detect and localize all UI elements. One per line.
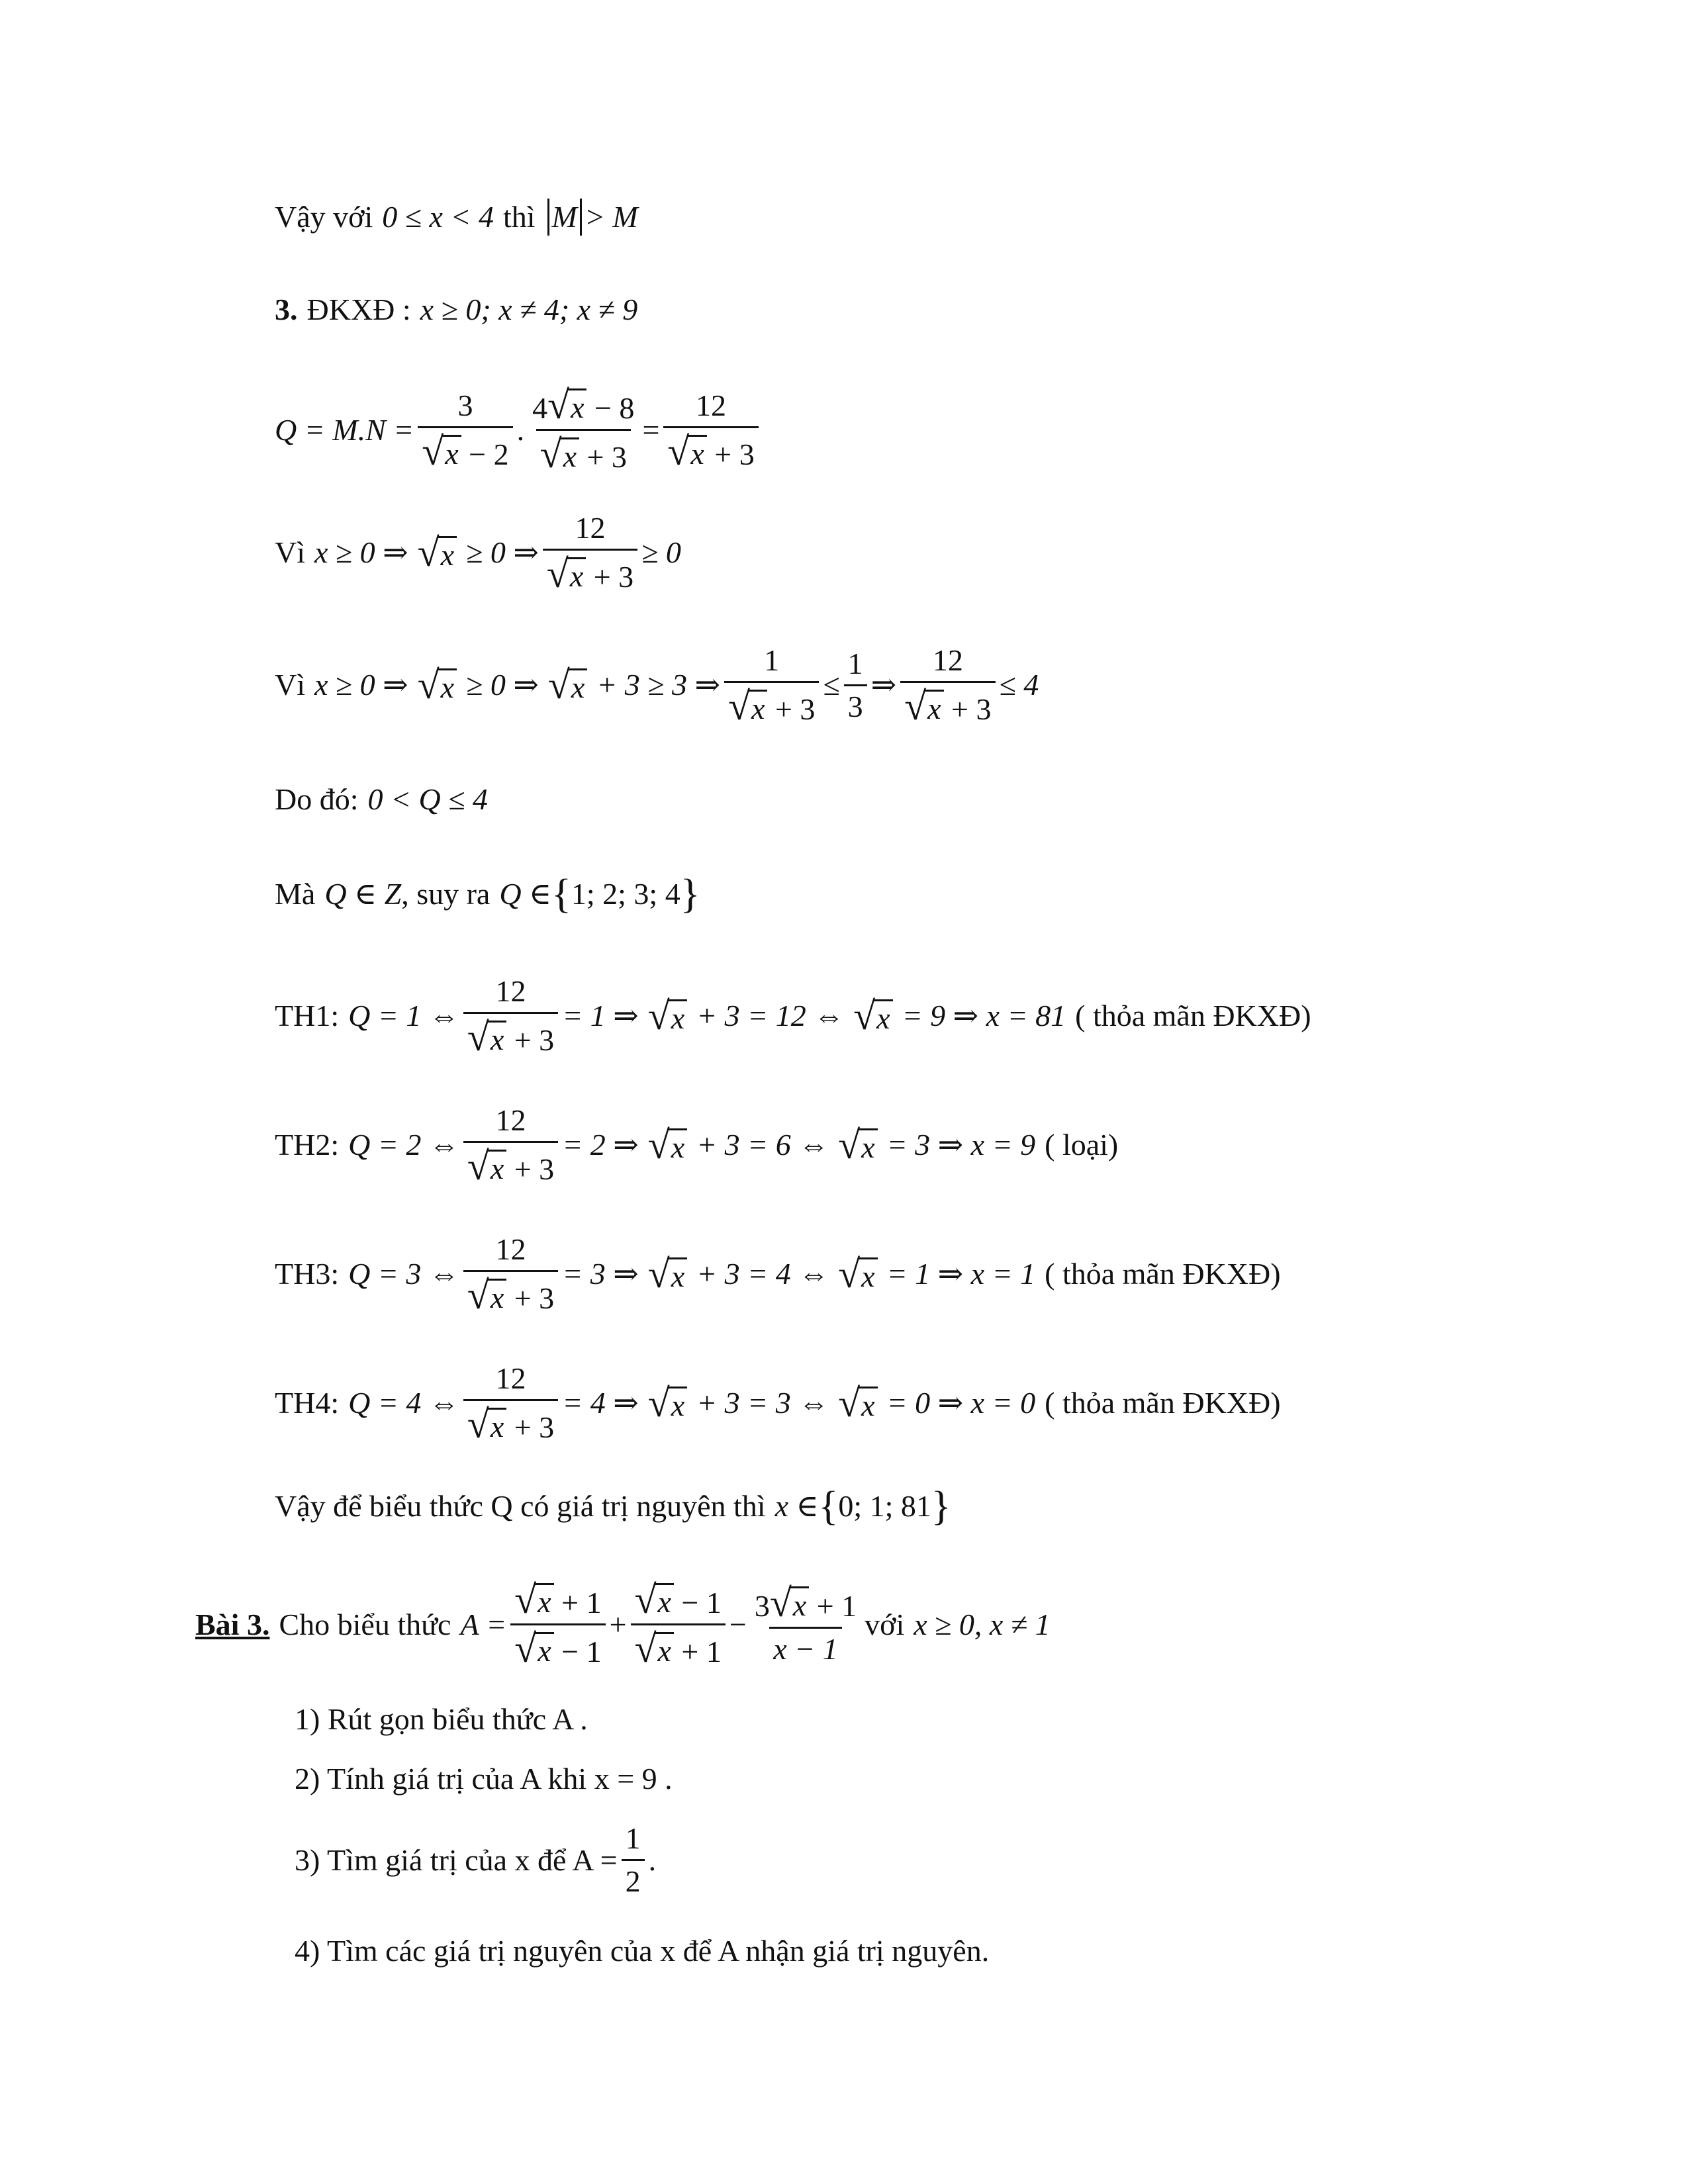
math: = 3 ⇒ x = 9 [886, 1128, 1036, 1161]
math: + 3 = 12 ⇔ [696, 999, 845, 1032]
radicand: x [488, 1279, 506, 1313]
sqrt: √ x [838, 1385, 877, 1421]
denominator: 2 [622, 1859, 645, 1897]
fraction [528, 383, 638, 476]
sqrt: √ x [547, 556, 586, 592]
text: − 1 [553, 1635, 602, 1668]
text: + 3 [943, 692, 992, 726]
radicand: x [790, 1586, 809, 1621]
denominator [510, 1623, 605, 1670]
sqrt: √ x [514, 1582, 553, 1617]
sqrt: √ x [467, 1019, 506, 1055]
note: ( thỏa mãn ĐKXĐ) [1045, 1257, 1281, 1291]
fraction [622, 1823, 645, 1897]
sqrt: √ x [635, 1582, 674, 1617]
denominator [543, 549, 637, 596]
text: + 3 [506, 1281, 555, 1315]
sqrt: √ x [667, 433, 706, 469]
numerator: 12 [575, 511, 606, 545]
note: ( thỏa mãn ĐKXĐ) [1075, 999, 1311, 1032]
math: + 3 ≥ 3 ⇒ [596, 668, 721, 702]
case-label: TH3: [275, 1257, 340, 1291]
numerator: 12 [495, 974, 526, 1008]
math: x ∈ [774, 1489, 819, 1523]
sqrt: √ x [838, 1256, 877, 1292]
text: − 8 [586, 391, 635, 425]
radicand: x [535, 1583, 553, 1617]
text: Vậy để biểu thức Q có giá trị nguyên thì [275, 1489, 766, 1523]
fraction [463, 1361, 558, 1446]
question-3 [295, 1823, 656, 1897]
radicand: x [655, 1583, 674, 1617]
radicand: x [749, 690, 767, 724]
math: = 1 ⇒ x = 1 [886, 1257, 1036, 1291]
radicand: x [442, 435, 461, 469]
math: x ≥ 0; x ≠ 4; x ≠ 9 [420, 293, 638, 326]
math: = 0 ⇒ x = 0 [886, 1386, 1036, 1420]
exercise-3-statement [195, 1578, 1051, 1670]
sqrt: √ x [418, 667, 457, 703]
text: + 3 [586, 560, 634, 594]
fraction [510, 1578, 605, 1670]
radicand: x [488, 1408, 506, 1442]
radicand: x [669, 1257, 687, 1292]
radicand: x [859, 1257, 877, 1292]
math: = 9 ⇒ x = 81 [902, 999, 1066, 1032]
numerator: 12 [495, 1361, 526, 1395]
math: 0; 1; 81 [838, 1489, 931, 1523]
sqrt: √ x [467, 1148, 506, 1184]
text: Vậy với [275, 200, 373, 234]
line-range [275, 784, 488, 815]
question-1 [295, 1704, 588, 1735]
radicand: x [535, 1632, 553, 1666]
sqrt: √ x [514, 1631, 553, 1666]
fraction [631, 1578, 726, 1670]
item-number: 3. [275, 293, 298, 326]
math: x ≥ 0 ⇒ [314, 535, 408, 569]
math: Q = 3 ⇔ [348, 1257, 459, 1291]
sqrt: √ x [853, 998, 892, 1034]
numerator: 1 [625, 1821, 641, 1855]
math: 0 < Q ≤ 4 [367, 782, 489, 816]
radicand: x [669, 999, 687, 1034]
numerator: 1 [847, 646, 863, 680]
radicand: x [669, 1128, 687, 1163]
text: + 1 [809, 1588, 857, 1623]
math: = 3 ⇒ [562, 1257, 639, 1291]
note: ( thỏa mãn ĐKXĐ) [1045, 1386, 1281, 1420]
numerator [631, 1578, 726, 1623]
sqrt: √ x [648, 1127, 687, 1163]
text: Vì [275, 535, 305, 569]
text: − 1 [673, 1586, 722, 1619]
math: A = [460, 1607, 507, 1641]
sqrt: √ x [770, 1585, 809, 1621]
brace-close: } [931, 1484, 951, 1529]
radicand: x [561, 437, 579, 472]
denominator [463, 1399, 558, 1446]
sqrt: √ x [418, 535, 457, 570]
math: = 1 ⇒ [562, 999, 639, 1032]
text: + 3 [506, 1152, 555, 1186]
math: ≤ [823, 668, 840, 702]
question-text: 4) Tìm các giá trị nguyên của x để A nhận giá trị nguyên. [295, 1934, 990, 1968]
question-4 [295, 1936, 989, 1966]
note: ( loại) [1045, 1128, 1119, 1161]
numerator: 12 [495, 1232, 526, 1266]
line-nonneg [275, 511, 681, 596]
numerator: 12 [696, 388, 727, 422]
text: − 2 [461, 437, 509, 471]
sqrt: √ x [648, 1385, 687, 1421]
sqrt: √ x [635, 1631, 674, 1666]
radicand: x [569, 668, 587, 703]
denominator [724, 681, 819, 728]
line-condition [275, 295, 637, 325]
radicand: x [488, 1021, 506, 1055]
radicand: x [655, 1632, 674, 1666]
fraction [844, 646, 867, 723]
denominator [463, 1270, 558, 1317]
case-3 [275, 1232, 1281, 1317]
sqrt: √ x [548, 667, 587, 703]
question-text: 2) Tính giá trị của A khi x = 9 . [295, 1762, 673, 1796]
denominator [536, 429, 631, 476]
line-final-conclusion [275, 1486, 951, 1527]
math: Q = 4 ⇔ [348, 1386, 459, 1420]
fraction [418, 388, 512, 473]
abs-bar [547, 199, 549, 236]
denominator [418, 426, 512, 473]
sqrt: √ x [422, 433, 461, 469]
math: Q = 2 ⇔ [348, 1128, 459, 1161]
math: x ≥ 0, x ≠ 1 [914, 1607, 1051, 1641]
abs-bar [580, 199, 582, 236]
text: + 3 [506, 1023, 555, 1057]
case-4 [275, 1361, 1281, 1446]
denominator: x − 1 [769, 1627, 841, 1664]
sqrt: √ x [467, 1277, 506, 1313]
line-integer-set [275, 874, 700, 915]
case-label: TH2: [275, 1128, 340, 1161]
text: 4 [532, 391, 548, 425]
math: 0 ≤ x < 4 [382, 200, 494, 234]
numerator [510, 1578, 605, 1623]
numerator [751, 1580, 861, 1627]
sqrt: √ x [547, 387, 586, 423]
sqrt: √ x [467, 1406, 506, 1442]
math: + 3 = 6 ⇔ [696, 1128, 829, 1161]
math: + 3 = 3 ⇔ [696, 1386, 829, 1420]
radicand: x [568, 388, 586, 423]
sqrt: √ x [838, 1127, 877, 1163]
math: = 4 ⇒ [562, 1386, 639, 1420]
fraction [463, 974, 558, 1059]
radicand: x [438, 668, 457, 703]
text: Cho biểu thức [279, 1607, 451, 1641]
fraction [463, 1232, 558, 1317]
brace-open: { [551, 872, 571, 917]
math: 1; 2; 3; 4 [571, 877, 680, 911]
math: Q ∈ [499, 877, 552, 911]
sqrt: √ x [728, 688, 767, 724]
case-label: TH1: [275, 999, 340, 1032]
text: + 3 [506, 1410, 555, 1444]
radicand: x [688, 435, 706, 469]
sqrt: √ x [540, 436, 579, 472]
text: + 1 [553, 1586, 602, 1619]
text: + 1 [673, 1635, 722, 1668]
text: ĐKXĐ : [306, 293, 411, 326]
radicand: x [859, 1387, 877, 1421]
numerator [528, 383, 638, 429]
denominator: 3 [844, 684, 867, 722]
fraction [543, 511, 637, 596]
denominator [663, 426, 758, 473]
radicand: x [874, 999, 892, 1034]
exercise-title: Bài 3. [195, 1607, 270, 1641]
fraction [724, 643, 819, 728]
text: 3 [754, 1588, 770, 1623]
text: thì [502, 200, 536, 234]
text: . [648, 1843, 657, 1877]
sqrt: √ x [648, 998, 687, 1034]
numerator: 12 [932, 643, 963, 677]
sqrt: √ x [904, 688, 943, 724]
math: M [551, 200, 577, 234]
math: ≥ 0 ⇒ [466, 668, 539, 702]
fraction [751, 1580, 861, 1666]
question-text: 1) Rút gọn biểu thức A . [295, 1702, 588, 1736]
text: , suy ra [401, 877, 491, 911]
math: − [729, 1607, 747, 1641]
radicand: x [669, 1387, 687, 1421]
denominator [900, 681, 995, 728]
case-label: TH4: [275, 1386, 340, 1420]
fraction [900, 643, 995, 728]
denominator [463, 1012, 558, 1059]
math: x ≥ 0 ⇒ [314, 668, 408, 702]
radicand: x [859, 1128, 877, 1163]
math: + [609, 1607, 627, 1641]
math: Q = M.N = [275, 412, 414, 447]
math: ≤ 4 [999, 668, 1039, 702]
text: Vì [275, 668, 305, 702]
math: Q ∈ Z [324, 877, 402, 911]
math: ≥ 0 [641, 535, 681, 569]
brace-open: { [818, 1484, 839, 1529]
line-upper-bound [275, 643, 1039, 728]
line-q-product: Q = M.N = 3 √ x − 2 . 4 √ x − 8 √ x + 3 = 12 √ x + 3 [275, 387, 763, 473]
fraction [463, 1103, 558, 1188]
math: ≥ 0 ⇒ [466, 535, 539, 569]
radicand: x [925, 690, 943, 724]
math: = 2 ⇒ [562, 1128, 639, 1161]
radicand: x [438, 536, 457, 570]
text: + 3 [767, 692, 816, 726]
case-2 [275, 1103, 1119, 1188]
math: = [642, 412, 660, 447]
radicand: x [488, 1150, 506, 1184]
radicand: x [567, 557, 586, 592]
numerator: 3 [457, 388, 473, 422]
line-conclusion-abs [275, 199, 638, 236]
denominator [463, 1141, 558, 1188]
text: Do đó: [275, 782, 359, 816]
fraction [663, 388, 758, 473]
question-2 [295, 1764, 673, 1794]
text: Mà [275, 877, 316, 911]
sqrt: √ x [648, 1256, 687, 1292]
denominator [631, 1623, 726, 1670]
numerator: 1 [764, 643, 780, 677]
math: + 3 = 4 ⇔ [696, 1257, 829, 1291]
case-1 [275, 974, 1311, 1059]
math: ⇒ [870, 668, 897, 702]
question-text: 3) Tìm giá trị của x để A = [295, 1843, 618, 1877]
text: với [865, 1607, 905, 1641]
numerator: 12 [495, 1103, 526, 1137]
text: + 3 [579, 440, 627, 474]
math: Q = 1 ⇔ [348, 999, 459, 1032]
math: > M [584, 200, 638, 234]
text: + 3 [706, 437, 755, 471]
brace-close: } [680, 872, 700, 917]
